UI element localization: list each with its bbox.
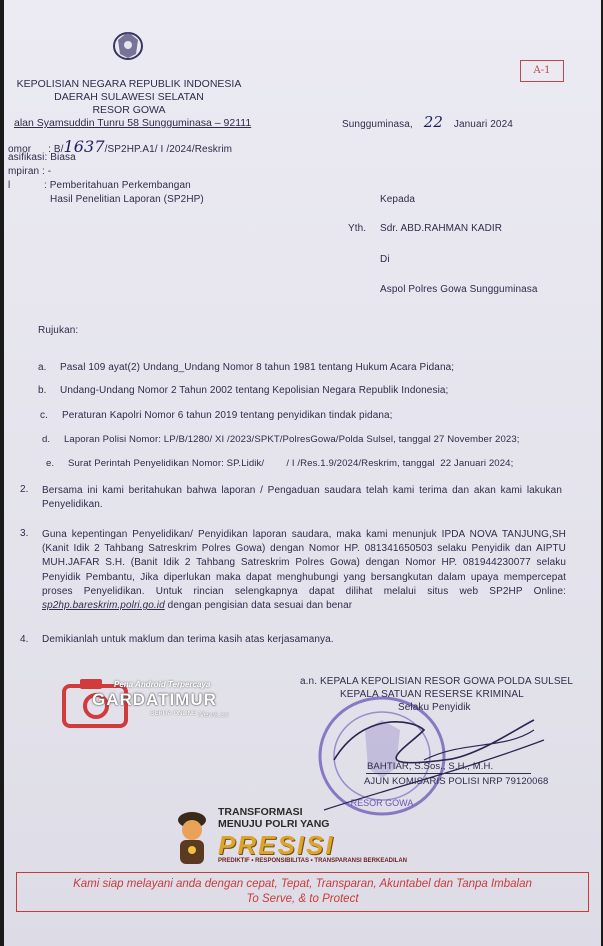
ref-mark: a. [38,362,47,373]
ref-mark: e. [46,458,55,469]
di-label: Di [380,254,390,265]
ref-text: Surat Perintah Penyelidikan Nomor: SP.Lidik/ / I /Res.1.9/2024/Reskrim, tanggal 22 Januari 2024; [68,458,514,469]
ref-text: Laporan Polisi Nomor: LP/B/1280/ XI /2023/SPKT/PolresGowa/Polda Sulsel, tanggal 27 November 2023; [64,434,520,445]
ref-text: Pasal 109 ayat(2) Undang_Undang Nomor 8 tahun 1981 tentang Hukum Acara Pidana; [60,362,455,373]
para-2-number: 2. [20,484,29,495]
para-3-text: Guna kepentingan Penyelidikan/ Penyidikan laporan saudara, maka kami menunjuk IPDA NOVA TANJUNG,SH (Kanit Idik 2 Tahbang Satreskrim Polres Gowa) dengan Nomor HP. 081341650503 selaku Penyidik dan AIPTU MUH.JAFAR S.H. (Banit Idik 2 Tahbang Satreskrim Polres Gowa) dengan Nomor HP. 081944230077 selaku Penyidik Pembantu, Jika diperlukan maka dapat menghubungi yang bersangkutan dalam upaya mempercepat proses Penyelidikan. Untuk rincian selengkapnya dapat dilihat melalui situs web SP2HP Online: [42,529,566,597]
signature-line1: a.n. KEPALA KEPOLISIAN RESOR GOWA POLDA SULSEL [300,676,574,687]
rujukan-heading: Rujukan: [38,325,79,336]
recipient-location: Aspol Polres Gowa Sungguminasa [380,284,538,295]
ref-text: Undang-Undang Nomor 2 Tahun 2002 tentang Kepolisian Negara Republik Indonesia; [60,385,449,396]
nomor-prefix: : B/ [48,144,64,155]
place-date [342,113,513,131]
place-label: Sungguminasa, [342,119,413,130]
police-crest-icon [108,28,148,62]
ref-c [40,410,393,421]
form-code-badge: A-1 [520,60,564,82]
ref-mark: d. [42,434,51,445]
signatory-rank: AJUN KOMISARIS POLISI NRP 79120068 [364,776,549,787]
ref-e [46,458,513,469]
para-2: Bersama ini kami beritahukan bahwa laporan / Pengaduan saudara telah kami terima dan akan kami lakukan Penyelidikan. [42,485,562,510]
letterhead-address: alan Syamsuddin Tunru 58 Sungguminasa – 92111 [14,117,252,129]
letterhead [14,78,252,130]
service-motto-box [16,872,589,912]
ref-b [38,385,448,396]
watermark-sub: BERITA ONLINE [150,711,196,717]
date-day-handwritten: 22 [423,113,443,131]
hal-line2: Hasil Penelitian Laporan (SP2HP) [50,194,204,205]
police-mascot-icon [174,808,210,868]
watermark-domain: News.co [198,710,229,719]
ref-d [42,434,520,445]
ref-text: Peraturan Kapolri Nomor 6 tahun 2019 tentang penyidikan tindak pidana; [62,410,393,421]
ref-a [38,362,454,373]
letter-page [4,0,601,946]
letterhead-line2: DAERAH SULAWESI SELATAN [54,91,204,103]
stamp-text: RESOR GOWA [350,798,414,808]
yth-label: Yth. [348,223,367,234]
watermark-tagline: Pena Android Terpercaya [114,680,211,689]
handwritten-signature [304,700,564,820]
ref-mark: c. [40,410,48,421]
motto-line2: To Serve, & to Protect [246,893,359,905]
hal-line1: : Pemberitahuan Perkembangan [44,180,191,191]
letterhead-line1: KEPOLISIAN NEGARA REPUBLIK INDONESIA [16,78,242,90]
transformasi-line1: TRANSFORMASI [218,806,303,818]
sp2hp-link[interactable]: sp2hp.bareskrim.polri.go.id [42,600,165,612]
hal-label: l [8,180,11,191]
signature-underline [366,773,531,774]
nomor-label: omor [8,144,32,155]
recipient-name: Sdr. ABD.RAHMAN KADIR [380,223,503,234]
lampiran-row: mpiran : - [8,166,52,177]
nomor-suffix: /SP2HP.A1/ I /2024/Reskrim [104,144,233,155]
signature-line3: Selaku Penyidik [398,702,471,713]
para-4-number: 4. [20,634,29,645]
para-3-number: 3. [20,528,29,539]
para-3 [42,528,566,613]
watermark-brand: GARDATIMUR [92,690,217,709]
kepada-label: Kepada [380,194,416,205]
presisi-tagline: PREDIKTIF • RESPONSIBILITAS • TRANSPARANSI BERKEADILAN [218,858,407,864]
motto-line1: Kami siap melayani anda dengan cepat, Tepat, Transparan, Akuntabel dan Tanpa Imbalan [73,878,532,890]
transformasi-line2: MENUJU POLRI YANG [218,818,330,830]
signatory-name: BAHTIAR, S.Sos., S.H., M.H. [367,761,494,772]
signature-line2: KEPALA SATUAN RESERSE KRIMINAL [340,689,524,700]
para-3-tail: dengan pengisian data sesuai dan benar [167,600,353,612]
letterhead-line3: RESOR GOWA [92,104,166,116]
para-4: Demikianlah untuk maklum dan terima kasih atas kerjasamanya. [42,634,334,645]
presisi-logo: PRESISI [218,830,335,860]
transformasi-heading [218,806,329,830]
klasifikasi-row: asifikasi: Biasa [8,152,76,163]
ref-mark: b. [38,385,47,396]
nomor-handwritten: 1637 [63,137,105,156]
date-month-year: Januari 2024 [453,119,513,130]
